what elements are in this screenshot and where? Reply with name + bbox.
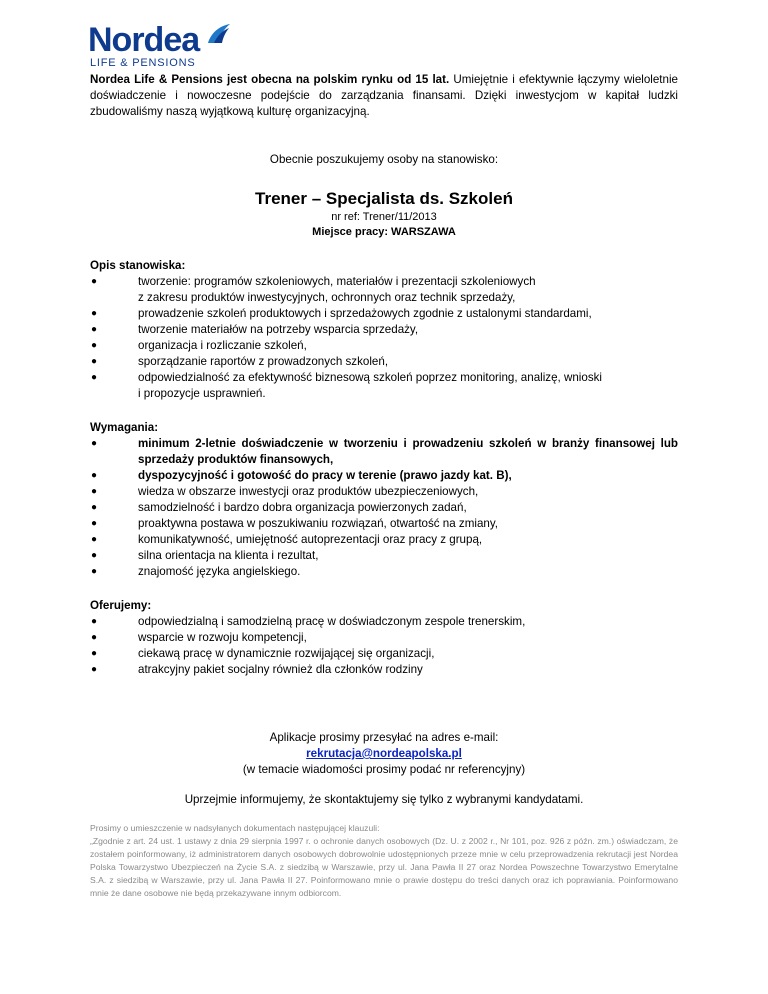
description-item-3: tworzenie materiałów na potrzeby wsparcia sprzedaży, — [138, 323, 419, 336]
requirements-list — [90, 436, 678, 580]
work-location: Miejsce pracy: WARSZAWA — [312, 226, 456, 238]
list-item — [90, 354, 678, 370]
description-item-6: odpowiedzialność za efektywność biznesową szkoleń poprzez monitoring, analizę, wnioski i propozycje usprawnień. — [138, 371, 602, 400]
bullet-icon: ● — [91, 566, 98, 577]
bullet-icon: ● — [91, 340, 98, 351]
bullet-icon: ● — [91, 356, 98, 367]
requirement-item-8: znajomość języka angielskiego. — [138, 565, 301, 578]
bullet-icon: ● — [91, 534, 98, 545]
job-offer-document — [90, 72, 678, 900]
logo-sail-icon — [205, 23, 231, 45]
bullet-icon: ● — [91, 502, 98, 513]
requirement-item-6: komunikatywność, umiejętność autoprezentacji oraz pracy z grupą, — [138, 533, 483, 546]
requirement-item-4: samodzielność i bardzo dobra organizacja powierzonych zadań, — [138, 501, 467, 514]
bullet-icon: ● — [91, 470, 98, 481]
description-item-5: sporządzanie raportów z prowadzonych szkoleń, — [138, 355, 389, 368]
list-item — [90, 484, 678, 500]
bullet-icon: ● — [91, 518, 98, 529]
bullet-icon: ● — [91, 308, 98, 319]
offer-item-4: atrakcyjny pakiet socjalny również dla członków rodziny — [138, 663, 423, 676]
requirements-heading: Wymagania: — [90, 421, 159, 434]
offer-heading: Oferujemy: — [90, 599, 152, 612]
description-list — [90, 274, 678, 402]
apply-subject-note: (w temacie wiadomości prosimy podać nr referencyjny) — [242, 763, 526, 776]
description-item-2: prowadzenie szkoleń produktowych i sprzedażowych zgodnie z ustalonymi standardami, — [138, 307, 592, 320]
list-item — [90, 548, 678, 564]
bullet-icon: ● — [91, 550, 98, 561]
apply-instruction: Aplikacje prosimy przesyłać na adres e-mail: — [269, 731, 499, 744]
list-item — [90, 614, 678, 630]
description-item-4: organizacja i rozliczanie szkoleń, — [138, 339, 307, 352]
list-item — [90, 662, 678, 678]
bullet-icon: ● — [91, 276, 98, 287]
intro-bold: Nordea Life & Pensions jest obecna na polskim rynku od 15 lat. — [90, 73, 450, 86]
bullet-icon: ● — [91, 632, 98, 643]
logo-tagline: LIFE & PENSIONS — [90, 57, 196, 69]
list-item — [90, 564, 678, 580]
list-item — [90, 516, 678, 532]
bullet-icon: ● — [91, 664, 98, 675]
requirement-item-3: wiedza w obszarze inwestycji oraz produktów ubezpieczeniowych, — [138, 485, 479, 498]
requirement-item-5: proaktywna postawa w poszukiwaniu rozwiązań, otwartość na zmiany, — [138, 517, 499, 530]
bullet-icon: ● — [91, 486, 98, 497]
logo-wordmark: Nordea — [88, 21, 200, 59]
list-item — [90, 306, 678, 322]
list-item — [90, 338, 678, 354]
contact-notice: Uprzejmie informujemy, że skontaktujemy się tylko z wybranymi kandydatami. — [184, 793, 584, 806]
offer-list — [90, 614, 678, 678]
list-item — [90, 532, 678, 548]
offer-item-1: odpowiedzialną i samodzielną pracę w doświadczonym zespole trenerskim, — [138, 615, 526, 628]
bullet-icon: ● — [91, 324, 98, 335]
bullet-icon: ● — [91, 372, 98, 383]
intro-paragraph — [90, 72, 678, 120]
bullet-icon: ● — [91, 438, 98, 449]
list-item — [90, 468, 678, 484]
description-item-1: tworzenie: programów szkoleniowych, materiałów i prezentacji szkoleniowych z zakresu produktów inwestycyjnych, ochronnych oraz technik sprzedaży, — [138, 275, 536, 304]
bullet-icon: ● — [91, 616, 98, 627]
list-item — [90, 646, 678, 662]
list-item — [90, 322, 678, 338]
intro-rest: Umiejętnie i efektywnie łączymy wieloletnie doświadczenie i nowoczesne podejście do zarządzania finansami. Dzięki inwestycjom w kapitał ludzki zbudowaliśmy naszą wyjątkową kulturę organizacyjną. — [90, 73, 679, 118]
nordea-logo — [88, 20, 248, 70]
bullet-icon: ● — [91, 648, 98, 659]
job-title: Trener – Specjalista ds. Szkoleń — [255, 189, 513, 208]
requirement-item-2: dyspozycyjność i gotowość do pracy w terenie (prawo jazdy kat. B), — [138, 469, 512, 482]
list-item — [90, 436, 678, 468]
offer-item-2: wsparcie w rozwoju kompetencji, — [138, 631, 307, 644]
apply-block — [90, 730, 678, 778]
privacy-clause — [90, 822, 678, 900]
requirement-item-7: silna orientacja na klienta i rezultat, — [138, 549, 319, 562]
reference-number: nr ref: Trener/11/2013 — [331, 211, 437, 223]
seeking-line: Obecnie poszukujemy osoby na stanowisko: — [269, 153, 499, 166]
list-item — [90, 274, 678, 306]
email-link[interactable]: rekrutacja@nordeapolska.pl — [306, 747, 462, 760]
clause-body: „Zgodnie z art. 24 ust. 1 ustawy z dnia 29 sierpnia 1997 r. o ochronie danych osobowych (Dz. U. z 2002 r., Nr 101, poz. 926 z późn. zm.) oświadczam, że zostałem poinformowany, iż administratorem danych osobowych dobrowolnie udostępnionych przeze mnie w celu przeprowadzenia rekrutacji jest Nordea Polska Towarzystwo Ubezpieczeń na Życie S.A. z siedzibą w Warszawie, przy ul. Jana Pawła II 27 oraz Nordea Powszechne Towarzystwo Emerytalne S.A. z siedzibą w Warszawie, przy ul. Jana Pawła II 27. Poinformowano mnie o prawie dostępu do treści danych oraz ich poprawiania. Poinformowano mnie że dane osobowe nie będą przekazywane innym odbiorcom. — [90, 836, 678, 898]
list-item — [90, 500, 678, 516]
list-item — [90, 630, 678, 646]
offer-item-3: ciekawą pracę w dynamicznie rozwijającej się organizacji, — [138, 647, 435, 660]
description-heading: Opis stanowiska: — [90, 259, 186, 272]
list-item — [90, 370, 678, 402]
clause-intro: Prosimy o umieszczenie w nadsyłanych dokumentach następującej klauzuli: — [90, 823, 380, 833]
requirement-item-1: minimum 2-letnie doświadczenie w tworzeniu i prowadzeniu szkoleń w branży finansowej lub sprzedaży produktów finansowych, — [138, 437, 678, 466]
